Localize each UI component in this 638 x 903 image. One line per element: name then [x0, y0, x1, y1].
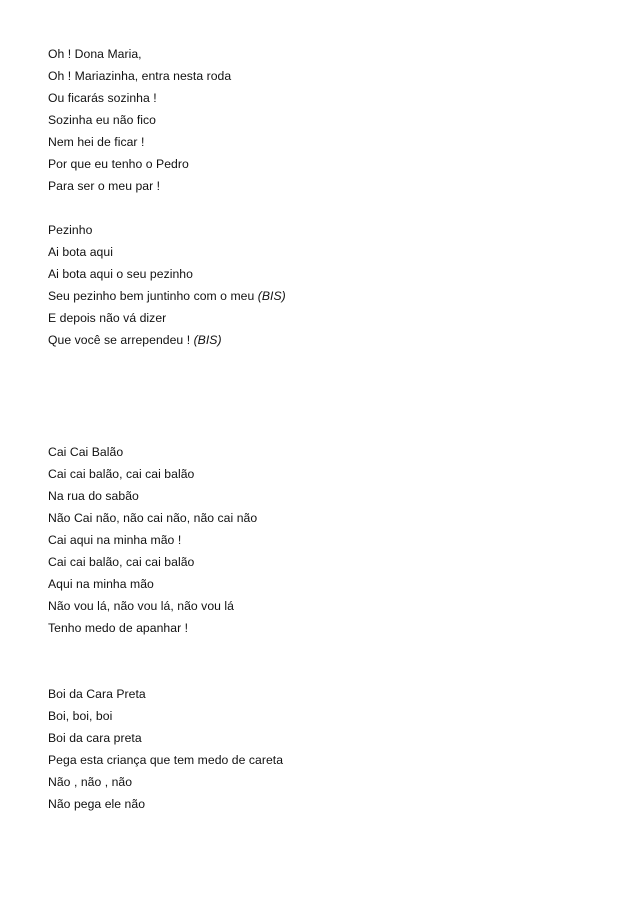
boi-da-cara-preta-line-2: Boi da cara preta	[48, 731, 142, 745]
boi-da-cara-preta-title: Boi da Cara Preta	[48, 687, 146, 701]
cai-cai-balao-line-7: Não vou lá, não vou lá, não vou lá	[48, 599, 234, 613]
cai-cai-balao-line-4: Cai aqui na minha mão !	[48, 533, 182, 547]
pezinho-line-3-text: Seu pezinho bem juntinho com o meu	[48, 289, 255, 303]
boi-da-cara-preta-line-3: Pega esta criança que tem medo de careta	[48, 753, 284, 767]
verse1-line-7: Para ser o meu par !	[48, 179, 161, 193]
cai-cai-balao-line-6: Aqui na minha mão	[48, 577, 154, 591]
pezinho-line-5	[48, 332, 222, 348]
verse1-line-2: Oh ! Mariazinha, entra nesta roda	[48, 69, 232, 83]
cai-cai-balao-line-3: Não Cai não, não cai não, não cai não	[48, 511, 258, 525]
bis-note-2: (BIS)	[193, 333, 222, 347]
verse1-line-6: Por que eu tenho o Pedro	[48, 157, 189, 171]
cai-cai-balao-line-8: Tenho medo de apanhar !	[48, 621, 189, 635]
cai-cai-balao-line-1: Cai cai balão, cai cai balão	[48, 467, 195, 481]
pezinho-line-3	[48, 288, 286, 304]
boi-da-cara-preta-line-5: Não pega ele não	[48, 797, 146, 811]
verse1-line-3: Ou ficarás sozinha !	[48, 91, 157, 105]
boi-da-cara-preta-line-4: Não , não , não	[48, 775, 133, 789]
verse1-line-5: Nem hei de ficar !	[48, 135, 145, 149]
bis-note-1: (BIS)	[257, 289, 286, 303]
verse1-line-4: Sozinha eu não fico	[48, 113, 157, 127]
pezinho-title: Pezinho	[48, 223, 93, 237]
pezinho-line-1: Ai bota aqui	[48, 245, 113, 259]
pezinho-line-2: Ai bota aqui o seu pezinho	[48, 267, 193, 281]
boi-da-cara-preta-line-1: Boi, boi, boi	[48, 709, 113, 723]
pezinho-line-4: E depois não vá dizer	[48, 311, 167, 325]
cai-cai-balao-line-5: Cai cai balão, cai cai balão	[48, 555, 195, 569]
cai-cai-balao-title: Cai Cai Balão	[48, 445, 124, 459]
cai-cai-balao-line-2: Na rua do sabão	[48, 489, 139, 503]
pezinho-line-5-text: Que você se arrependeu !	[48, 333, 191, 347]
verse1-line-1: Oh ! Dona Maria,	[48, 47, 142, 61]
